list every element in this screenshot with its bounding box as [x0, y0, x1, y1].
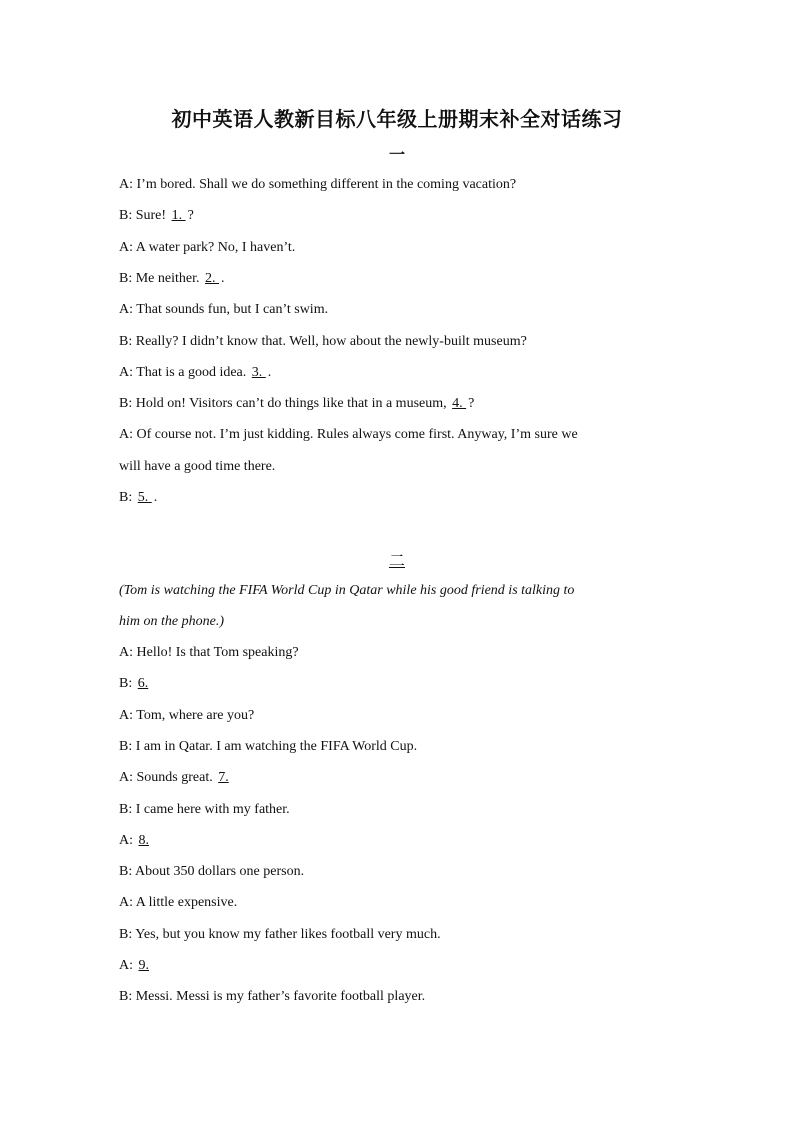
- dialogue-text: B: Really? I didn’t know that. Well, how about the newly-built museum?: [119, 333, 527, 349]
- answer-blank: 2.: [205, 270, 219, 286]
- dialogue-line: [119, 333, 659, 351]
- dialogue-line: [119, 207, 659, 225]
- dialogue-text: ?: [468, 396, 475, 412]
- answer-blank: [295, 240, 299, 255]
- answer-blank: 1.: [171, 208, 186, 224]
- dialogue-line: [119, 364, 659, 382]
- answer-blank: [328, 302, 332, 317]
- answer-blank: 3.: [251, 364, 266, 380]
- answer-blank: [516, 177, 520, 192]
- answer-blank: 6.: [137, 676, 149, 692]
- dialogue-text: A: Sounds great.: [119, 770, 217, 786]
- dialogue-text: B:: [119, 490, 136, 505]
- dialogue-line: [119, 426, 659, 444]
- dialogue-text: B: Yes, but you know my father likes football very much.: [119, 926, 441, 942]
- answer-blank: [527, 334, 531, 349]
- document-title: 初中英语人教新目标八年级上册期末补全对话练习: [171, 107, 623, 131]
- dialogue-text: A: A water park? No, I haven’t.: [119, 239, 296, 255]
- dialogue-line: [119, 395, 659, 413]
- dialogue-line: [119, 270, 659, 288]
- section-2-intro-line-2: him on the phone.): [119, 614, 224, 629]
- dialogue-text: B: Me neither.: [119, 270, 203, 286]
- dialogue-line: [119, 801, 659, 819]
- dialogue-line: [119, 489, 659, 507]
- dialogue-text: ?: [187, 208, 194, 224]
- dialogue-text: B:: [119, 676, 136, 692]
- dialogue-text: A: Tom, where are you?: [119, 707, 255, 723]
- dialogue-line: [119, 675, 659, 693]
- answer-blank: [275, 459, 279, 474]
- dialogue-line: [119, 926, 659, 944]
- answer-blank: [578, 427, 582, 442]
- dialogue-text: B: Hold on! Visitors can’t do things like that in a museum,: [119, 396, 451, 412]
- dialogue-text: will have a good time there.: [119, 458, 276, 474]
- answer-blank: [237, 895, 241, 910]
- dialogue-text: .: [267, 364, 272, 380]
- answer-blank: [425, 989, 429, 1004]
- answer-blank: 7.: [218, 770, 229, 786]
- answer-blank: [304, 864, 308, 879]
- dialogue-line: [119, 894, 659, 912]
- dialogue-text: A: That is a good idea.: [119, 364, 250, 380]
- dialogue-text: B: I came here with my father.: [119, 801, 290, 817]
- dialogue-line: [119, 863, 659, 881]
- dialogue-line: [119, 458, 659, 476]
- answer-blank: 9.: [138, 958, 149, 973]
- dialogue-text: B: I am in Qatar. I am watching the FIFA World Cup.: [119, 738, 418, 754]
- dialogue-text: A:: [119, 958, 137, 973]
- dialogue-line: [119, 707, 659, 725]
- dialogue-text: .: [153, 490, 158, 505]
- section-number-1: 一: [388, 145, 405, 164]
- answer-blank: [441, 927, 445, 942]
- dialogue-line: [119, 239, 659, 257]
- dialogue-text: A: That sounds fun, but I can’t swim.: [119, 302, 329, 318]
- dialogue-line: [119, 301, 659, 319]
- answer-blank: [254, 708, 258, 723]
- dialogue-text: B: About 350 dollars one person.: [119, 864, 305, 880]
- dialogue-text: B: Messi. Messi is my father’s favorite football player.: [119, 989, 426, 1005]
- dialogue-line: [119, 957, 659, 975]
- dialogue-text: A: A little expensive.: [119, 895, 238, 911]
- dialogue-text: A: I’m bored. Shall we do something different in the coming vacation?: [119, 177, 517, 192]
- answer-blank: [299, 645, 303, 660]
- section-number-2: 二: [388, 551, 405, 570]
- dialogue-line: [119, 832, 659, 850]
- dialogue-line: [119, 738, 659, 756]
- dialogue-line: [119, 644, 659, 662]
- dialogue-text: B: Sure!: [119, 208, 170, 224]
- dialogue-line: [119, 988, 659, 1006]
- answer-blank: [290, 802, 294, 817]
- answer-blank: 4.: [452, 396, 467, 412]
- dialogue-text: .: [221, 270, 225, 286]
- answer-blank: 8.: [138, 832, 149, 848]
- dialogue-line: [119, 176, 659, 194]
- answer-blank: [417, 739, 421, 754]
- dialogue-text: A: Hello! Is that Tom speaking?: [119, 645, 299, 660]
- section-2-intro-line-1: (Tom is watching the FIFA World Cup in Qatar while his good friend is talking to: [119, 583, 575, 598]
- dialogue-line: [119, 769, 659, 787]
- dialogue-text: A: Of course not. I’m just kidding. Rules always come first. Anyway, I’m sure we: [119, 427, 578, 443]
- dialogue-text: A:: [119, 832, 137, 848]
- answer-blank: 5.: [137, 490, 152, 505]
